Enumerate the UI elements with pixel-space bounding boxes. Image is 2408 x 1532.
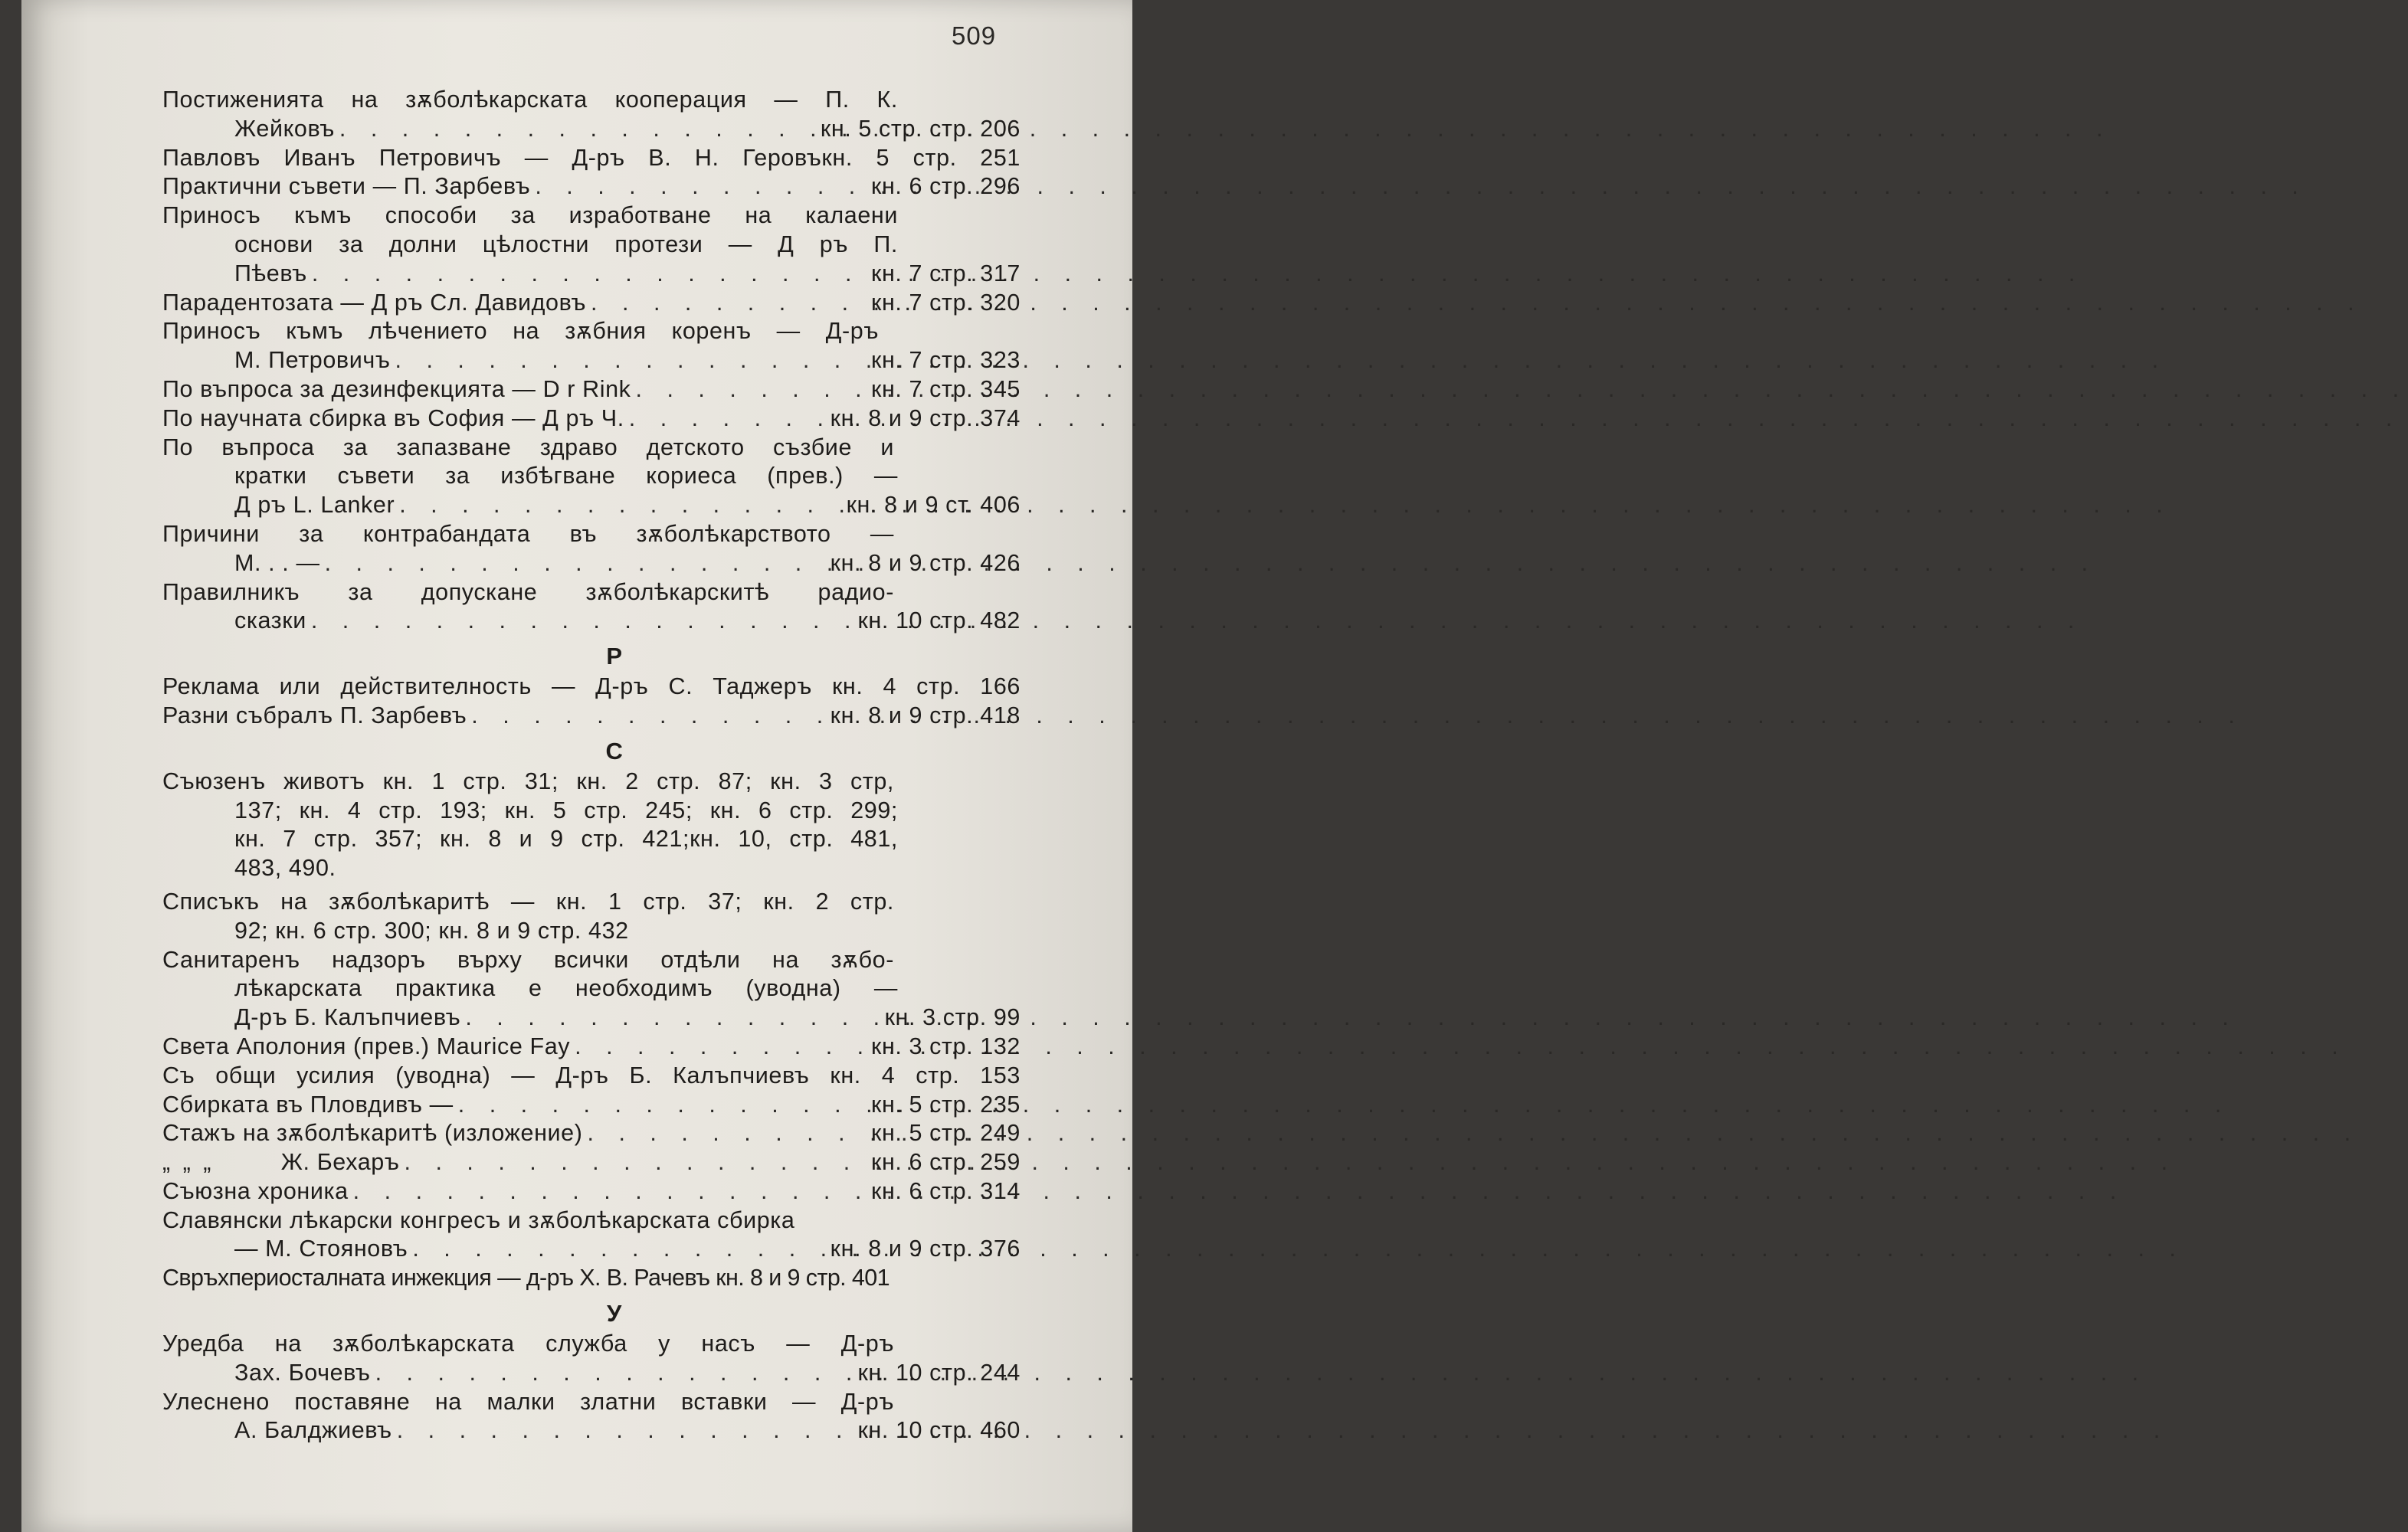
index-entry — [162, 1388, 1021, 1446]
entry-ref: кн. 6 стр. 259 — [871, 1149, 1021, 1176]
index-entry — [162, 768, 1021, 883]
entry-text: Постиженията на зѫболѣкарската кооперация — П. К. — [162, 87, 898, 113]
entry-ref: кн. 8 и 9 стр. 374 — [830, 404, 1021, 431]
entry-author: М. Петровичъ — [234, 347, 391, 374]
leader-dots — [320, 549, 831, 578]
index-entry — [162, 317, 1021, 375]
entry-author: — М. Стояновъ — [234, 1236, 408, 1262]
leader-dots — [392, 1416, 858, 1445]
entry-text: Санитаренъ надзоръ върху всички отдѣли на зѫбо- — [162, 946, 894, 973]
entry-ref: кн. 7 стр. 317 — [871, 260, 1021, 286]
leader-dots — [467, 702, 830, 731]
entry-ref: кн. 7 стр. 323 — [871, 347, 1021, 374]
entry-author: А. Балджиевъ — [234, 1417, 392, 1444]
index-entry — [162, 1033, 1021, 1062]
entry-text: кратки съвети за избѣгване кориеса (прев.) — — [234, 463, 898, 489]
index-entry — [162, 520, 1021, 578]
entry-text: Парадентозата — Д ръ Сл. Давидовъ — [162, 289, 587, 316]
entry-text: Улеснено поставяне на малки златни вставки — Д-ръ — [162, 1388, 894, 1415]
entry-text: Причини за контрабандата въ зѫболѣкарството — — [162, 520, 894, 547]
leader-dots — [454, 1091, 871, 1120]
section-heading: У — [607, 1300, 622, 1327]
index-entry — [162, 404, 1021, 434]
leader-dots — [307, 260, 871, 289]
entry-author: Д ръ L. Lanker — [234, 492, 395, 519]
leader-dots — [624, 404, 831, 434]
entry-text: 92; кн. 6 стр. 300; кн. 8 и 9 стр. 432 — [234, 917, 629, 944]
index-entry — [162, 888, 1021, 946]
leader-dots — [391, 346, 871, 375]
index-entry — [162, 1148, 1021, 1177]
entry-text: Стажъ на зѫболѣкаритѣ (изложение) — [162, 1120, 583, 1147]
entry-text: лѣкарската практика е необходимъ (уводна) — — [234, 975, 898, 1002]
index-entry — [162, 144, 1021, 173]
entry-text: Практични съвети — П. Зарбевъ — [162, 173, 531, 200]
index-entry — [162, 1062, 1021, 1091]
index-entry — [162, 375, 1021, 404]
leader-dots — [371, 1359, 858, 1388]
entry-author: Пѣевъ — [234, 260, 307, 286]
entry-ref: кн. 8 и 9 ст. 406 — [846, 492, 1021, 519]
entry-author: Жейковъ — [234, 115, 335, 142]
entry-author: сказки — [234, 607, 306, 634]
section-heading: С — [605, 737, 624, 764]
leader-dots — [570, 1033, 871, 1062]
index-entry — [162, 172, 1021, 201]
entry-ref: кн. 5 стр. 235 — [871, 1091, 1021, 1118]
index-list — [162, 86, 1021, 1445]
entry-text: Списъкъ на зѫболѣкаритѣ — кн. 1 стр. 37; кн. 2 стр. — [162, 888, 894, 915]
index-entry — [162, 289, 1021, 318]
index-entry — [162, 946, 1021, 1033]
leader-dots — [631, 375, 871, 404]
entry-ref: кн. 3 стр. 132 — [871, 1033, 1021, 1059]
index-entry — [162, 1264, 1021, 1293]
entry-text: Света Аполония (прев.) Maurice Fay — [162, 1033, 571, 1059]
leader-dots — [408, 1235, 830, 1264]
index-entry — [162, 578, 1021, 637]
entry-ref: кн. 5 стр. 249 — [871, 1120, 1021, 1147]
leader-dots — [306, 607, 858, 636]
entry-text: Павловъ Иванъ Петровичъ — Д-ръ В. Н. Геровъкн. 5 стр. 251 — [162, 144, 1021, 171]
entry-text: Съюзенъ животъ кн. 1 стр. 31; кн. 2 стр. 87; кн. 3 стр, — [162, 768, 894, 794]
entry-text: 483, 490. — [234, 855, 336, 882]
entry-text: Славянски лѣкарски конгресъ и зѫболѣкарската сбирка — [162, 1206, 795, 1233]
entry-text: По въпроса за запазване здраво детското съзбие и — [162, 434, 894, 460]
index-entry — [162, 201, 1021, 288]
ditto-marks: „ „ „ — [162, 1149, 215, 1176]
index-entry — [162, 673, 1021, 702]
section-heading: Р — [606, 643, 623, 670]
entry-text: Приносъ къмъ лѣчението на зѫбния коренъ — Д-ръ — [162, 318, 879, 345]
entry-text: кн. 7 стр. 357; кн. 8 и 9 стр. 421;кн. 10, стр. 481, — [234, 826, 898, 853]
entry-ref: кн. 3 стр. 99 — [884, 1004, 1021, 1031]
entry-text: Сбирката въ Пловдивъ — — [162, 1091, 454, 1118]
entry-author: М. . . — — [234, 549, 320, 576]
entry-ref: кн. 8 и 9 стр. 426 — [830, 549, 1021, 576]
entry-ref: кн. 8 и 9 стр. 418 — [830, 702, 1021, 728]
leader-dots — [349, 1177, 871, 1206]
entry-ref: кн. 5 стр. стр. 206 — [820, 115, 1021, 142]
entry-ref: кн. 8 и 9 стр. 376 — [830, 1236, 1021, 1262]
entry-text: Съ общи усилия (уводна) — Д-ръ Б. Калъпчиевъ кн. 4 стр. 153 — [162, 1062, 1021, 1088]
index-entry — [162, 434, 1021, 520]
entry-ref: кн. 6 стр. 296 — [871, 173, 1021, 200]
index-entry — [162, 1091, 1021, 1120]
entry-ref: кн. 7 стр. 320 — [871, 289, 1021, 316]
entry-author: Ж. Бехаръ — [280, 1149, 400, 1176]
entry-ref: кн. 10 стр. 460 — [857, 1417, 1021, 1444]
index-entry — [162, 1330, 1021, 1388]
entry-text: По въпроса за дезинфекцията — D r Rink — [162, 375, 631, 402]
entry-ref: кн. 10 стр. 244 — [857, 1359, 1021, 1386]
index-entry — [162, 1177, 1021, 1206]
entry-text: Уредба на зѫболѣкарската служба у насъ — Д-ръ — [162, 1331, 894, 1357]
page-number: 509 — [952, 21, 997, 50]
entry-ref: кн. 7 стр. 345 — [871, 375, 1021, 402]
entry-text: Свръхпериосталната инжекция — д-ръ Х. В. Рачевъ кн. 8 и 9 стр. 401 — [162, 1265, 890, 1291]
leader-dots — [583, 1119, 871, 1148]
entry-text: По научната сбирка въ София — Д ръ Ч. — [162, 404, 624, 431]
entry-text: 137; кн. 4 стр. 193; кн. 5 стр. 245; кн. 6 стр. 299; — [234, 797, 898, 823]
book-page — [21, 0, 1132, 1532]
entry-text: Приносъ къмъ способи за изработване на калаени — [162, 202, 898, 229]
entry-text: Правилникъ за допускане зѫболѣкарскитѣ радио- — [162, 578, 894, 605]
entry-text: Реклама или действителность — Д-ръ С. Таджеръ кн. 4 стр. 166 — [162, 673, 1021, 700]
entry-author: Зах. Бочевъ — [234, 1359, 371, 1386]
index-entry — [162, 86, 1021, 144]
entry-author: Д-ръ Б. Калъпчиевъ — [234, 1004, 461, 1031]
leader-dots — [586, 289, 871, 318]
index-entry — [162, 1119, 1021, 1148]
leader-dots — [400, 1148, 872, 1177]
entry-ref: кн. 10 стр. 482 — [857, 607, 1021, 634]
index-entry — [162, 1206, 1021, 1265]
leader-dots — [395, 491, 846, 520]
entry-text: Съюзна хроника — [162, 1177, 349, 1204]
entry-text: Разни събралъ П. Зарбевъ — [162, 702, 467, 728]
leader-dots — [335, 115, 821, 144]
entry-text: основи за долни цѣлостни протези — Д ръ П. — [234, 231, 898, 257]
leader-dots — [460, 1003, 884, 1033]
entry-ref: кн. 6 стр. 314 — [871, 1177, 1021, 1204]
leader-dots — [530, 172, 871, 201]
index-entry — [162, 702, 1021, 731]
